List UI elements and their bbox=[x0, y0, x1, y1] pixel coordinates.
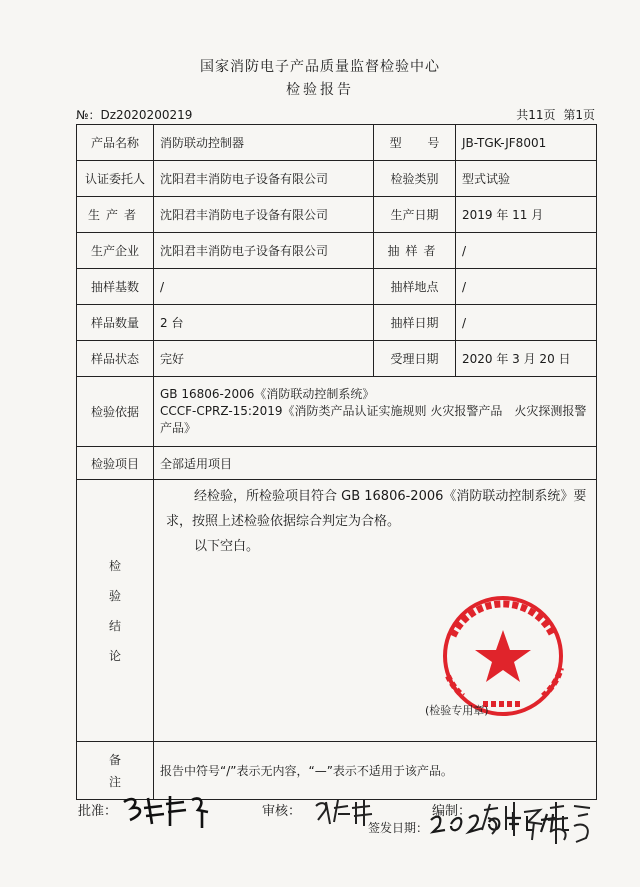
label-sample-date: 抽样日期 bbox=[374, 305, 456, 341]
compile-label: 编制： bbox=[432, 804, 472, 819]
basis-line: CCCF-CPRZ-15:2019《消防类产品认证实施规则 火灾报警产品 火灾探测报警 bbox=[160, 404, 587, 418]
basis-line: GB 16806-2006《消防联动控制系统》 bbox=[160, 387, 375, 401]
value-remark: 报告中符号“/”表示无内容，“—”表示不适用于该产品。 bbox=[154, 742, 597, 800]
review-signature bbox=[312, 792, 392, 832]
label-conclusion bbox=[77, 480, 154, 742]
table-row bbox=[77, 341, 597, 377]
value-accept-date: 2020 年 3 月 20 日 bbox=[456, 341, 597, 377]
report-number: №：Dz2020200219 bbox=[76, 108, 193, 122]
official-stamp bbox=[423, 596, 583, 716]
label-basis: 检验依据 bbox=[77, 377, 154, 447]
value-sample-location: / bbox=[456, 269, 597, 305]
value-sample-qty: 2 台 bbox=[154, 305, 374, 341]
value-manufacturer: 沈阳君丰消防电子设备有限公司 bbox=[154, 233, 374, 269]
value-sample-state: 完好 bbox=[154, 341, 374, 377]
table-row bbox=[77, 305, 597, 341]
label-client: 认证委托人 bbox=[77, 161, 154, 197]
table-row bbox=[77, 269, 597, 305]
review-label: 审核： bbox=[262, 804, 302, 819]
value-sampler: / bbox=[456, 233, 597, 269]
label-sample-state: 样品状态 bbox=[77, 341, 154, 377]
table-row bbox=[77, 197, 597, 233]
conclusion-label-char: 检 bbox=[108, 558, 121, 573]
conclusion-blank-note: 以下空白。 bbox=[194, 539, 260, 554]
value-sample-date: / bbox=[456, 305, 597, 341]
org-title: 国家消防电子产品质量监督检验中心 bbox=[200, 59, 440, 75]
conclusion-label-char: 验 bbox=[108, 588, 121, 603]
compile-signature bbox=[478, 796, 598, 856]
conclusion-text: 经检验，所检验项目符合 GB 16806-2006《消防联动控制系统》要求，按照上述检验依据综合判定为合格。 bbox=[166, 489, 587, 529]
value-sample-base: / bbox=[154, 269, 374, 305]
label-model: 型 号 bbox=[374, 125, 456, 161]
table-row bbox=[77, 447, 597, 480]
label-production-date: 生产日期 bbox=[374, 197, 456, 233]
approve-label: 批准： bbox=[78, 804, 118, 819]
table-row bbox=[77, 125, 597, 161]
value-model: JB-TGK-JF8001 bbox=[456, 125, 597, 161]
value-product-name: 消防联动控制器 bbox=[154, 125, 374, 161]
remark-label-char: 备 bbox=[108, 752, 121, 767]
table-row bbox=[77, 377, 597, 447]
value-inspection-type: 型式试验 bbox=[456, 161, 597, 197]
stamp-note: (检验专用章) bbox=[425, 704, 489, 717]
label-producer: 生产者 bbox=[77, 197, 154, 233]
table-row bbox=[77, 161, 597, 197]
remark-label-char: 注 bbox=[108, 774, 121, 789]
conclusion-label-char: 论 bbox=[108, 648, 121, 663]
table-row bbox=[77, 233, 597, 269]
basis-line: 产品》 bbox=[160, 421, 197, 435]
label-sample-qty: 样品数量 bbox=[77, 305, 154, 341]
value-production-date: 2019 年 11 月 bbox=[456, 197, 597, 233]
label-manufacturer: 生产企业 bbox=[77, 233, 154, 269]
value-basis bbox=[154, 377, 597, 447]
value-client: 沈阳君丰消防电子设备有限公司 bbox=[154, 161, 374, 197]
label-sample-location: 抽样地点 bbox=[374, 269, 456, 305]
label-inspection-type: 检验类别 bbox=[374, 161, 456, 197]
report-title: 检验报告 bbox=[286, 82, 354, 98]
value-items: 全部适用项目 bbox=[154, 447, 597, 480]
label-product-name: 产品名称 bbox=[77, 125, 154, 161]
conclusion-label-char: 结 bbox=[108, 618, 121, 633]
label-sampler: 抽样者 bbox=[374, 233, 456, 269]
label-sample-base: 抽样基数 bbox=[77, 269, 154, 305]
sign-date-label: 签发日期： bbox=[368, 821, 429, 835]
approve-signature bbox=[118, 790, 218, 832]
value-producer: 沈阳君丰消防电子设备有限公司 bbox=[154, 197, 374, 233]
label-accept-date: 受理日期 bbox=[374, 341, 456, 377]
label-items: 检验项目 bbox=[77, 447, 154, 480]
page-count: 共11页 第1页 bbox=[516, 108, 595, 122]
